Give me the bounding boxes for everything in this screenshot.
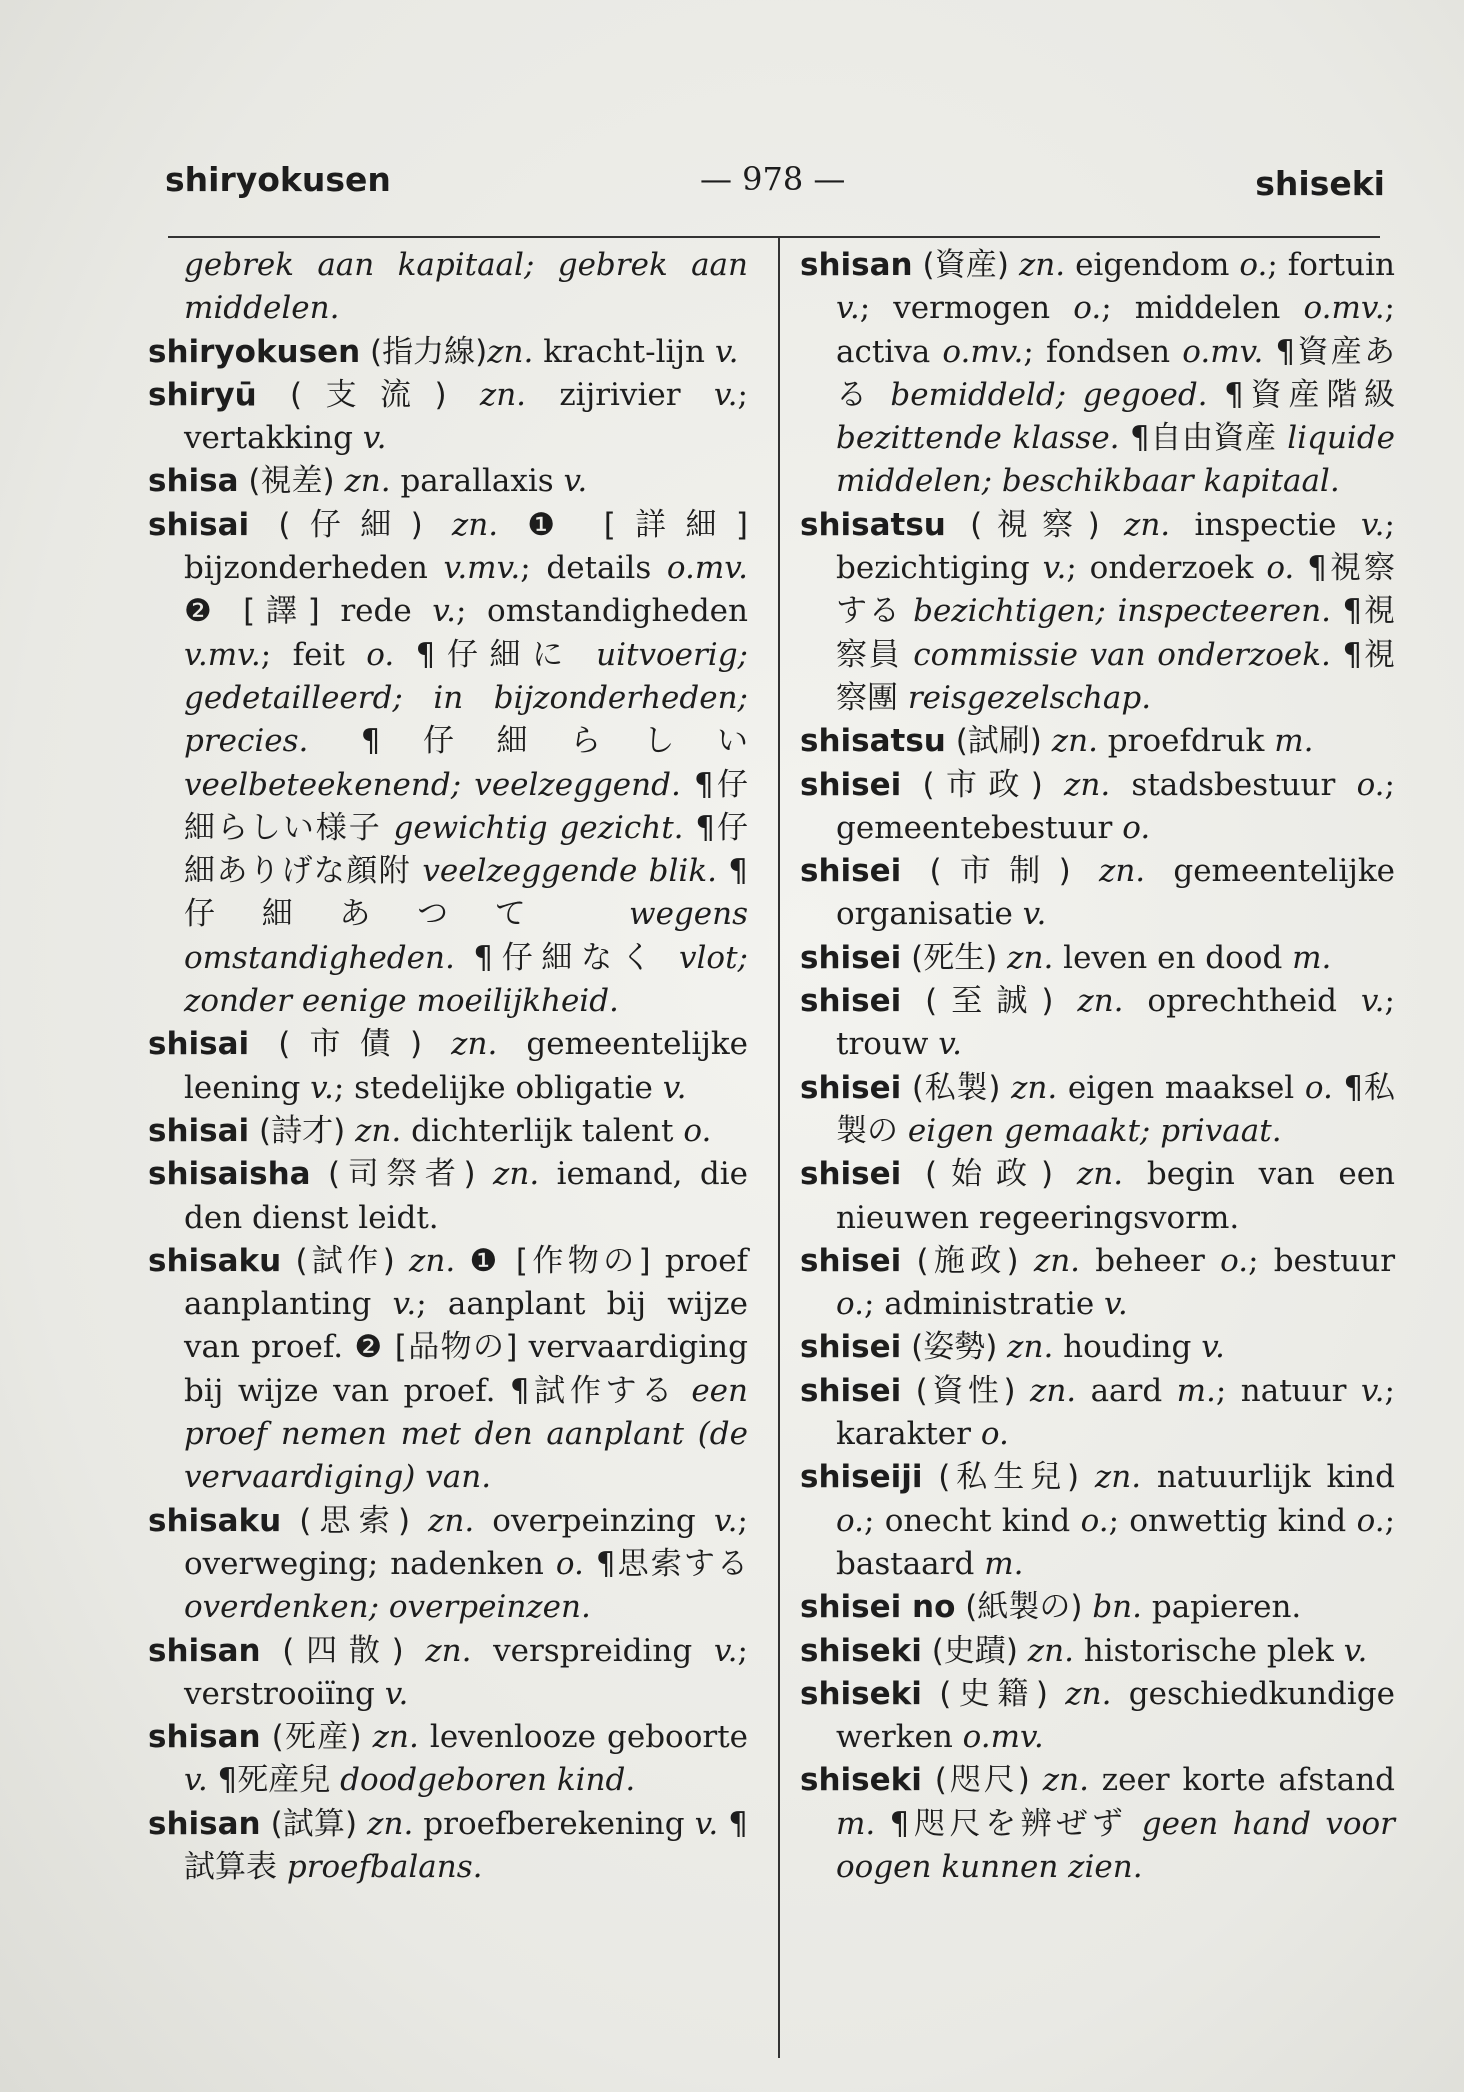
definition-text: proef aanplanting <box>184 1242 749 1323</box>
headword: shisei no <box>800 1589 956 1626</box>
headword: shisei <box>800 853 902 890</box>
part-of-speech: zn. <box>1064 766 1111 803</box>
definition-text: inspectie <box>1170 506 1361 543</box>
definition-text: eigen maaksel <box>1057 1069 1305 1106</box>
part-of-speech: zn. <box>451 1026 498 1063</box>
japanese-text: (始政) <box>901 1156 1077 1193</box>
part-of-speech: o. <box>1080 1502 1109 1539</box>
left-column <box>148 244 748 1889</box>
part-of-speech: zn. <box>1011 1069 1058 1106</box>
japanese-text: (指力線) <box>360 333 488 370</box>
japanese-text: (視察) <box>945 506 1124 543</box>
dictionary-entry <box>148 1803 748 1890</box>
headword: shisan <box>148 1805 261 1842</box>
japanese-text: (市政) <box>901 766 1065 803</box>
part-of-speech: v. <box>184 1762 208 1799</box>
part-of-speech: zn. <box>425 1632 472 1669</box>
definition-text: ; vertakking <box>184 376 748 457</box>
part-of-speech: v.mv. <box>443 550 521 587</box>
japanese-text: ¶仔細なく <box>454 939 679 976</box>
japanese-text: (支流) <box>256 376 480 413</box>
definition-text: parallaxis <box>390 463 564 500</box>
part-of-speech: zn. <box>1065 1675 1112 1712</box>
part-of-speech: v. <box>1360 506 1385 543</box>
headword: shisei <box>800 1242 902 1279</box>
example-translation: eigen gemaakt; privaat. <box>907 1112 1282 1149</box>
definition-text: kracht-lijn <box>533 333 715 370</box>
japanese-text: ¶仔細らしい <box>308 723 748 760</box>
part-of-speech: zn. <box>355 1112 402 1149</box>
definition-text: natuurlijk kind <box>1141 1459 1395 1496</box>
part-of-speech: zn. <box>493 1156 540 1193</box>
dictionary-entry <box>148 1716 748 1803</box>
example-translation: veelzeggende blik. <box>422 853 717 890</box>
part-of-speech: o. <box>1356 766 1385 803</box>
definition-text: historische plek <box>1073 1632 1344 1669</box>
japanese-text: ¶自由資産 <box>1119 420 1288 457</box>
part-of-speech: o.mv. <box>1182 333 1264 370</box>
dictionary-entry <box>148 504 748 1024</box>
japanese-text: (史蹟) <box>921 1632 1028 1669</box>
headword: shisaku <box>148 1242 282 1279</box>
dictionary-entry <box>148 331 748 374</box>
definition-text: ; onwettig kind <box>1108 1502 1357 1539</box>
headword: shisai <box>148 1026 250 1063</box>
dictionary-entry <box>800 1759 1395 1889</box>
dictionary-entry <box>800 1240 1395 1327</box>
definition-text: papieren. <box>1142 1589 1302 1626</box>
part-of-speech: zn. <box>451 506 499 543</box>
part-of-speech: o. <box>1073 290 1102 327</box>
dictionary-entry <box>800 1456 1395 1586</box>
definition-text: ; vermogen <box>859 290 1074 327</box>
japanese-text: (試算) <box>260 1805 368 1842</box>
example-translation: bezichtigen; inspecteeren. <box>913 593 1331 630</box>
example-translation: bemiddeld; gegoed. <box>890 376 1208 413</box>
definition-text: ; trouw <box>836 983 1395 1063</box>
example-translation: reisgezelschap. <box>907 679 1152 716</box>
definition-text: ; onderzoek <box>1066 550 1267 587</box>
japanese-text: (死産) <box>260 1719 373 1756</box>
japanese-text: [譯] <box>243 593 320 630</box>
japanese-text: (姿勢) <box>901 1329 1008 1366</box>
definition-text: ; onecht kind <box>863 1502 1081 1539</box>
right-column <box>800 244 1395 1889</box>
japanese-text: ¶咫尺を辨ぜず <box>875 1805 1142 1842</box>
part-of-speech: v. <box>392 1286 417 1323</box>
part-of-speech: zn. <box>372 1719 419 1756</box>
headword: shiseiji <box>800 1459 923 1496</box>
japanese-text: ¶死産兒 <box>207 1762 341 1799</box>
example-translation: wegens omstandigheden. <box>184 896 748 976</box>
part-of-speech: v. <box>1201 1329 1225 1366</box>
dictionary-entry <box>148 1240 748 1500</box>
part-of-speech: zn. <box>479 376 527 413</box>
definition-text: gemeentelijke leening <box>184 1026 748 1106</box>
header-left-guideword: shiryokusen <box>165 160 391 199</box>
part-of-speech: zn. <box>1042 1762 1089 1799</box>
example-translation: uitvoerig; gedetailleerd; in bijzonderheden; precies. <box>184 636 748 760</box>
headword: shisai <box>148 1112 250 1149</box>
part-of-speech: v. <box>713 1502 738 1539</box>
definition-text: zeer korte afstand <box>1088 1762 1395 1799</box>
part-of-speech: zn. <box>367 1805 414 1842</box>
dictionary-entry <box>800 1153 1395 1240</box>
dictionary-entry <box>800 980 1395 1067</box>
part-of-speech: zn. <box>1077 983 1124 1020</box>
part-of-speech: v. <box>713 376 738 413</box>
page-header <box>165 160 1385 210</box>
japanese-text: (仔細) <box>249 506 452 543</box>
japanese-text: ¶仔細らしい様子 <box>184 766 748 846</box>
part-of-speech: v. <box>1042 550 1067 587</box>
part-of-speech: v.mv. <box>184 636 261 673</box>
definition-text: ; activa <box>836 290 1395 370</box>
part-of-speech: v. <box>384 1675 409 1712</box>
part-of-speech: zn. <box>1030 1372 1077 1409</box>
dictionary-entry <box>148 374 748 461</box>
part-of-speech: v. <box>1343 1632 1368 1669</box>
japanese-text: (死生) <box>901 939 1008 976</box>
headword: shisei <box>800 939 902 976</box>
entry-continuation <box>148 244 748 331</box>
example-translation: een proef nemen met den aanplant (de vervaardiging) van. <box>184 1372 748 1496</box>
dictionary-entry <box>800 244 1395 504</box>
definition-text: ; stedelijke obligatie <box>333 1069 663 1106</box>
definition-text: gemeentelijke organisatie <box>836 853 1395 933</box>
definition-text: oprechtheid <box>1123 983 1361 1020</box>
part-of-speech: o. <box>836 1502 864 1539</box>
headword: shisan <box>148 1632 261 1669</box>
japanese-text: ¶私製の <box>836 1069 1395 1149</box>
dictionary-entry <box>800 1586 1395 1629</box>
definition-text: leven en dood <box>1053 939 1293 976</box>
dictionary-entry <box>800 937 1395 980</box>
headword: shisei <box>800 983 902 1020</box>
example-translation: gebrek aan kapitaal; gebrek aan middelen. <box>184 247 748 327</box>
part-of-speech: zn. <box>1094 1459 1142 1496</box>
headword: shisei <box>800 766 902 803</box>
part-of-speech: o. <box>683 1112 712 1149</box>
japanese-text: ¶試作する <box>495 1372 692 1409</box>
japanese-text: (私製) <box>901 1069 1012 1106</box>
page-number: — 978 — <box>700 160 846 198</box>
japanese-text: (四散) <box>260 1632 426 1669</box>
definition-text: aard <box>1076 1372 1177 1409</box>
part-of-speech: m. <box>1292 939 1332 976</box>
dictionary-entry <box>800 1067 1395 1154</box>
headword: shisatsu <box>800 723 946 760</box>
definition-text: ; verstrooiïng <box>184 1632 748 1712</box>
japanese-text: ¶試算表 <box>184 1805 749 1885</box>
headword: shisan <box>148 1719 261 1756</box>
japanese-text: [品物の] <box>394 1329 518 1366</box>
headword: shisa <box>148 463 239 500</box>
column-divider <box>778 238 780 2058</box>
dictionary-entry <box>800 504 1395 720</box>
part-of-speech: o. <box>366 636 395 673</box>
dictionary-entry <box>148 1110 748 1153</box>
japanese-text: (詩才) <box>249 1112 356 1149</box>
part-of-speech: bn. <box>1092 1589 1142 1626</box>
part-of-speech: o. <box>1220 1242 1249 1279</box>
part-of-speech: v. <box>713 1632 738 1669</box>
definition-text: ; middelen <box>1101 290 1304 327</box>
definition-text: beheer <box>1080 1242 1221 1279</box>
japanese-text: (資性) <box>901 1372 1030 1409</box>
definition-text: rede <box>319 593 433 630</box>
japanese-text: [作物の] <box>515 1242 651 1279</box>
headword: shiryokusen <box>148 333 361 370</box>
part-of-speech: zn. <box>1076 1156 1124 1193</box>
part-of-speech: v. <box>432 593 456 630</box>
definition-text: vervaardiging bij wijze van proef. <box>184 1329 748 1409</box>
headword: shisei <box>800 1156 902 1193</box>
japanese-text: (司祭者) <box>310 1156 494 1193</box>
japanese-text: ¶仔細あつて <box>184 853 749 933</box>
definition-text: ; omstandigheden <box>456 593 748 630</box>
dictionary-entry <box>800 720 1395 763</box>
example-translation: commissie van onderzoek. <box>913 636 1331 673</box>
definition-text: ; administratie <box>863 1286 1105 1323</box>
header-rule <box>168 236 1380 238</box>
definition-text: houding <box>1053 1329 1202 1366</box>
japanese-text: (至誠) <box>901 983 1078 1020</box>
definition-text: ; aanplant bij wijze van proef. ❷ <box>184 1286 748 1366</box>
definition-text: zijrivier <box>526 376 714 413</box>
part-of-speech: v. <box>662 1069 687 1106</box>
japanese-text: (思索) <box>281 1502 429 1539</box>
japanese-text: ¶視察する <box>836 550 1395 630</box>
japanese-text: (史籍) <box>921 1675 1066 1712</box>
headword: shisei <box>800 1069 902 1106</box>
part-of-speech: v. <box>563 463 588 500</box>
part-of-speech: m. <box>836 1805 876 1842</box>
japanese-text: (私生兒) <box>922 1459 1095 1496</box>
headword: shiryū <box>148 376 257 413</box>
part-of-speech: o.mv. <box>962 1719 1044 1756</box>
headword: shisai <box>148 506 250 543</box>
part-of-speech: zn. <box>1007 939 1054 976</box>
dictionary-entry <box>800 764 1395 851</box>
part-of-speech: zn. <box>1051 723 1098 760</box>
definition-text: ❶ <box>455 1242 516 1279</box>
definition-text: ; bestuur <box>1248 1242 1396 1279</box>
headword: shiseki <box>800 1675 922 1712</box>
japanese-text: [詳細] <box>603 506 748 543</box>
part-of-speech: v. <box>362 420 387 457</box>
japanese-text: (試刷) <box>945 723 1052 760</box>
part-of-speech: zn. <box>1033 1242 1081 1279</box>
definition-text: ; fortuin <box>1267 247 1395 283</box>
example-translation: geen hand voor oogen kunnen zien. <box>836 1805 1395 1885</box>
definition-text: geschiedkundige werken <box>836 1675 1395 1756</box>
part-of-speech: zn. <box>487 333 534 370</box>
japanese-text: (試作) <box>281 1242 410 1279</box>
part-of-speech: o. <box>1122 809 1151 846</box>
example-translation: liquide middelen; beschikbaar kapitaal. <box>836 420 1396 500</box>
headword: shisaisha <box>148 1156 311 1193</box>
part-of-speech: zn. <box>1098 853 1146 890</box>
example-translation: proefbalans. <box>286 1848 483 1885</box>
part-of-speech: v. <box>1360 983 1385 1020</box>
part-of-speech: o. <box>836 1286 864 1323</box>
definition-text: iemand, die den dienst leidt. <box>184 1156 748 1236</box>
part-of-speech: zn. <box>344 463 391 500</box>
example-translation: vlot; zonder eenige moeilijkheid. <box>184 939 748 1020</box>
definition-text: proefdruk <box>1097 723 1275 760</box>
part-of-speech: v. <box>714 333 739 370</box>
part-of-speech: v. <box>1360 1372 1385 1409</box>
headword: shisei <box>800 1372 902 1409</box>
part-of-speech: zn. <box>1027 1632 1074 1669</box>
definition-text: ; gemeentebestuur <box>836 766 1395 846</box>
part-of-speech: o. <box>980 1416 1009 1453</box>
part-of-speech: v. <box>1022 896 1047 933</box>
definition-text: eigendom <box>1065 247 1240 283</box>
definition-text: verspreiding <box>471 1632 714 1669</box>
dictionary-entry <box>148 1023 748 1110</box>
dictionary-entry <box>800 1630 1395 1673</box>
japanese-text: ¶資産階級 <box>1207 376 1396 413</box>
part-of-speech: zn. <box>1018 247 1066 283</box>
japanese-text: ¶資産ある <box>836 333 1395 413</box>
part-of-speech: v. <box>310 1069 334 1106</box>
headword: shisatsu <box>800 506 946 543</box>
definition-text: ; natuur <box>1215 1372 1361 1409</box>
dictionary-entry <box>800 1326 1395 1369</box>
definition-text: ❷ <box>184 593 244 630</box>
dictionary-entry <box>800 850 1395 937</box>
example-translation: overdenken; overpeinzen. <box>184 1589 591 1626</box>
part-of-speech: v. <box>694 1805 719 1842</box>
part-of-speech: o.mv. <box>666 550 748 587</box>
dictionary-entry <box>148 1153 748 1240</box>
definition-text: begin van een nieuwen regeeringsvorm. <box>836 1156 1396 1236</box>
part-of-speech: o.mv. <box>942 333 1024 370</box>
japanese-text: (視差) <box>238 463 345 500</box>
japanese-text: (咫尺) <box>921 1762 1043 1799</box>
definition-text: ; bastaard <box>836 1502 1396 1582</box>
part-of-speech: v. <box>1104 1286 1128 1323</box>
japanese-text: ¶視察團 <box>836 636 1395 716</box>
part-of-speech: zn. <box>1007 1329 1054 1366</box>
definition-text: proefberekening <box>413 1805 695 1842</box>
part-of-speech: m. <box>1274 723 1314 760</box>
part-of-speech: m. <box>1176 1372 1216 1409</box>
definition-text: ; overweging; nadenken <box>184 1502 748 1582</box>
japanese-text: ¶視察員 <box>836 593 1395 673</box>
definition-text: ❶ <box>498 506 604 543</box>
headword: shisan <box>800 247 913 283</box>
dictionary-entry <box>148 1500 748 1630</box>
part-of-speech: zn. <box>428 1502 475 1539</box>
definition-text: ; bezichtiging <box>836 506 1395 587</box>
example-translation: bezittende klasse. <box>836 420 1120 457</box>
definition-text: ; details <box>520 550 667 587</box>
japanese-text: ¶仔細に <box>394 636 597 673</box>
part-of-speech: o. <box>1356 1502 1385 1539</box>
japanese-text: (市制) <box>901 853 1099 890</box>
part-of-speech: v. <box>836 290 860 327</box>
definition-text: dichterlijk talent <box>401 1112 684 1149</box>
japanese-text: (紙製の) <box>955 1589 1093 1626</box>
headword: shiseki <box>800 1762 922 1799</box>
definition-text: overpeinzing <box>474 1502 714 1539</box>
example-translation: gewichtig gezicht. <box>393 809 684 846</box>
headword: shiseki <box>800 1632 922 1669</box>
definition-text: ; feit <box>260 636 367 673</box>
japanese-text: ¶仔細ありげな顔附 <box>184 809 748 890</box>
dictionary-entry <box>148 460 748 503</box>
header-right-guideword: shiseki <box>1255 164 1385 203</box>
definition-text: ; fondsen <box>1023 333 1183 370</box>
definition-text: bijzonderheden <box>184 550 444 587</box>
part-of-speech: o. <box>1239 247 1268 283</box>
japanese-text: (市債) <box>249 1026 452 1063</box>
part-of-speech: o. <box>1266 550 1295 587</box>
part-of-speech: zn. <box>1124 506 1171 543</box>
japanese-text: (施政) <box>901 1242 1034 1279</box>
dictionary-entry <box>800 1370 1395 1457</box>
definition-text: ; karakter <box>836 1372 1395 1453</box>
dictionary-entry <box>800 1673 1395 1760</box>
part-of-speech: m. <box>984 1545 1024 1582</box>
part-of-speech: v. <box>938 1026 962 1063</box>
example-translation: doodgeboren kind. <box>340 1762 636 1799</box>
definition-text: stadsbestuur <box>1110 766 1357 803</box>
part-of-speech: o.mv. <box>1303 290 1385 327</box>
example-translation: veelbeteekenend; veelzeggend. <box>184 766 681 803</box>
headword: shisei <box>800 1329 902 1366</box>
japanese-text: ¶思索する <box>583 1545 749 1582</box>
part-of-speech: zn. <box>409 1242 456 1279</box>
dictionary-entry <box>148 1630 748 1717</box>
japanese-text: (資産) <box>912 247 1019 283</box>
part-of-speech: o. <box>1304 1069 1333 1106</box>
headword: shisaku <box>148 1502 282 1539</box>
part-of-speech: o. <box>555 1545 584 1582</box>
definition-text: levenlooze geboorte <box>418 1719 748 1756</box>
